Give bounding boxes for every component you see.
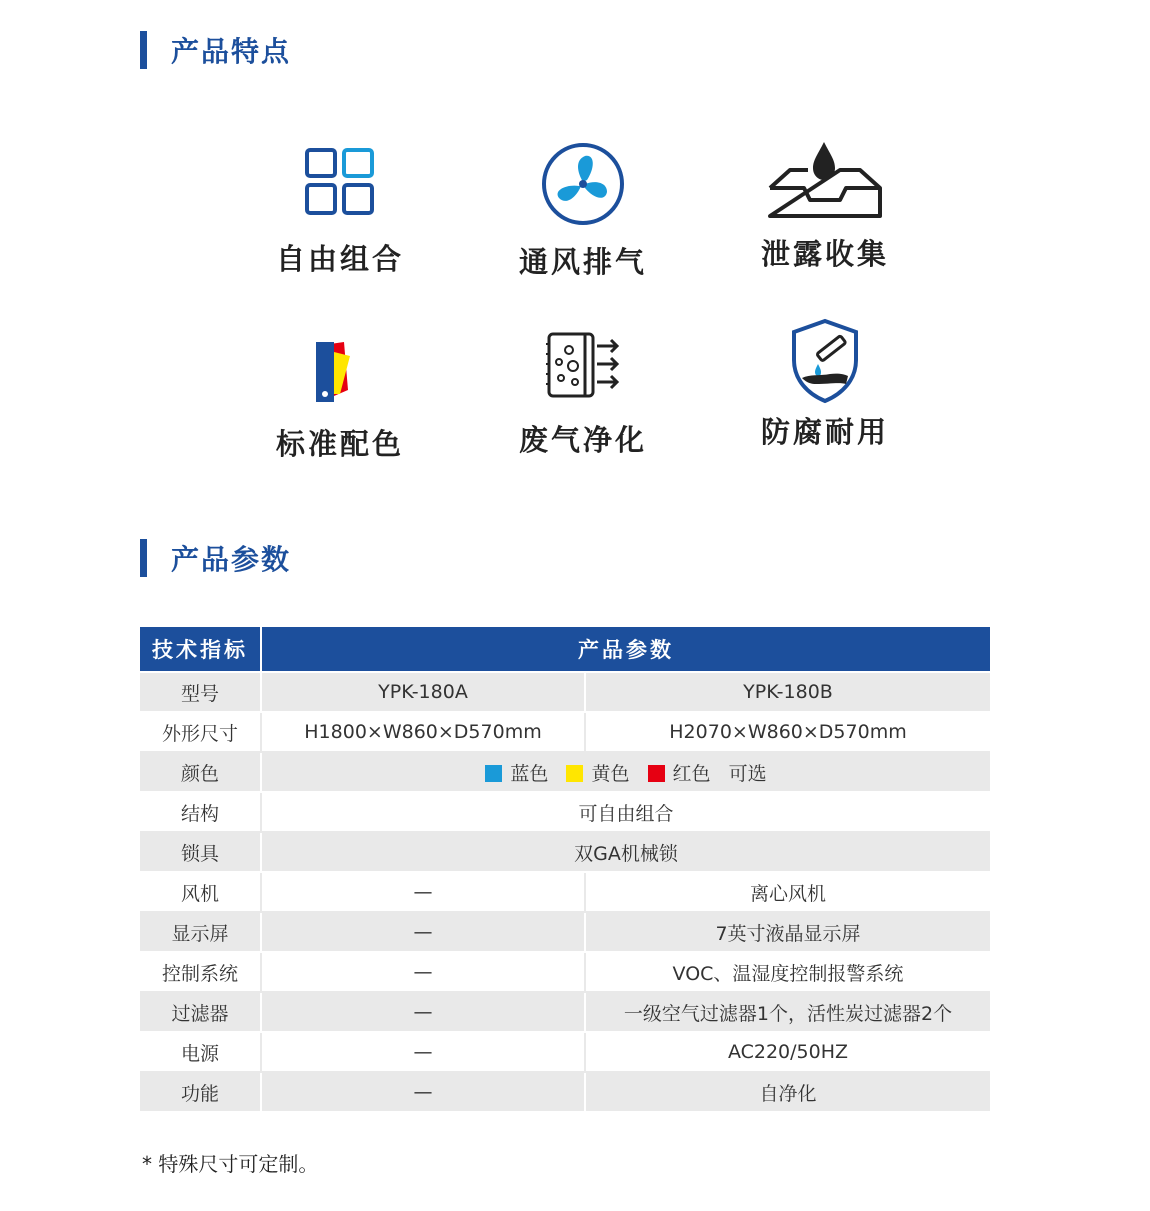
row-label: 风机 [140, 872, 261, 912]
cell-b: 自净化 [585, 1072, 990, 1112]
title-accent-bar [140, 31, 147, 69]
row-label: 显示屏 [140, 912, 261, 952]
grid-icon [304, 147, 376, 217]
row-label: 锁具 [140, 832, 261, 872]
cell-value: 可自由组合 [261, 792, 990, 832]
cell-b: YPK-180B [585, 672, 990, 712]
table-header-row [140, 627, 990, 672]
cell-a: YPK-180A [261, 672, 585, 712]
features-title-text: 产品特点 [171, 35, 292, 68]
feature-label: 通风排气 [518, 245, 647, 279]
row-label: 颜色 [140, 752, 261, 792]
blue-swatch [485, 765, 502, 782]
table-row-filter [140, 992, 990, 1032]
table-row-structure [140, 792, 990, 832]
table-row-display [140, 912, 990, 952]
row-label: 过滤器 [140, 992, 261, 1032]
feature-leak-collection [725, 140, 925, 273]
color-yellow-label: 黄色 [591, 762, 630, 785]
table-row-fan [140, 872, 990, 912]
table-row-lock [140, 832, 990, 872]
cell-b: 7英寸液晶显示屏 [585, 912, 990, 952]
table-row-power [140, 1032, 990, 1072]
cell-b: AC220/50HZ [585, 1032, 990, 1072]
cell-a: — [261, 912, 585, 952]
table-row-model [140, 672, 990, 712]
title-accent-bar [140, 539, 147, 577]
feature-corrosion-resistant [725, 318, 925, 451]
fan-icon [541, 142, 625, 226]
feature-gas-purification [483, 330, 683, 459]
cell-b: 离心风机 [585, 872, 990, 912]
filter-icon [543, 330, 623, 402]
cell-a: — [261, 1072, 585, 1112]
color-option-yellow [566, 763, 629, 785]
row-label: 型号 [140, 672, 261, 712]
header-product-params: 产品参数 [261, 627, 990, 672]
cell-a: — [261, 1032, 585, 1072]
params-title-text: 产品参数 [171, 543, 292, 576]
cell-a: — [261, 992, 585, 1032]
cell-b: VOC、温湿度控制报警系统 [585, 952, 990, 992]
cell-colors [261, 752, 990, 792]
header-spec-item: 技术指标 [140, 627, 261, 672]
cell-a: — [261, 872, 585, 912]
row-label: 外形尺寸 [140, 712, 261, 752]
color-option-blue [485, 763, 548, 785]
table-row-color [140, 752, 990, 792]
color-swatch-icon [310, 338, 370, 404]
table-row-function [140, 1072, 990, 1112]
red-swatch [648, 765, 665, 782]
yellow-swatch [566, 765, 583, 782]
feature-standard-color [240, 338, 440, 463]
cell-b: 一级空气过滤器1个，活性炭过滤器2个 [585, 992, 990, 1032]
feature-label: 泄露收集 [760, 237, 889, 271]
custom-size-note: * 特殊尺寸可定制。 [142, 1152, 319, 1176]
feature-label: 防腐耐用 [760, 415, 889, 449]
color-option-red [648, 763, 711, 785]
color-red-label: 红色 [672, 762, 711, 785]
features-section-title [140, 30, 291, 70]
cell-b: H2070×W860×D570mm [585, 712, 990, 752]
row-label: 控制系统 [140, 952, 261, 992]
row-label: 功能 [140, 1072, 261, 1112]
spec-table [140, 627, 990, 1113]
table-row-size [140, 712, 990, 752]
feature-ventilation [483, 142, 683, 281]
params-section-title [140, 538, 291, 578]
feature-label: 废气净化 [518, 423, 647, 457]
cell-a: — [261, 952, 585, 992]
feature-label: 标准配色 [275, 427, 404, 461]
feature-label: 自由组合 [275, 242, 404, 276]
table-row-control [140, 952, 990, 992]
feature-free-combination [240, 147, 440, 278]
leak-tray-icon [766, 140, 884, 220]
color-optional-suffix: 可选 [728, 762, 767, 785]
color-blue-label: 蓝色 [510, 762, 549, 785]
row-label: 结构 [140, 792, 261, 832]
shield-chemical-icon [790, 318, 860, 404]
cell-a: H1800×W860×D570mm [261, 712, 585, 752]
cell-value: 双GA机械锁 [261, 832, 990, 872]
row-label: 电源 [140, 1032, 261, 1072]
